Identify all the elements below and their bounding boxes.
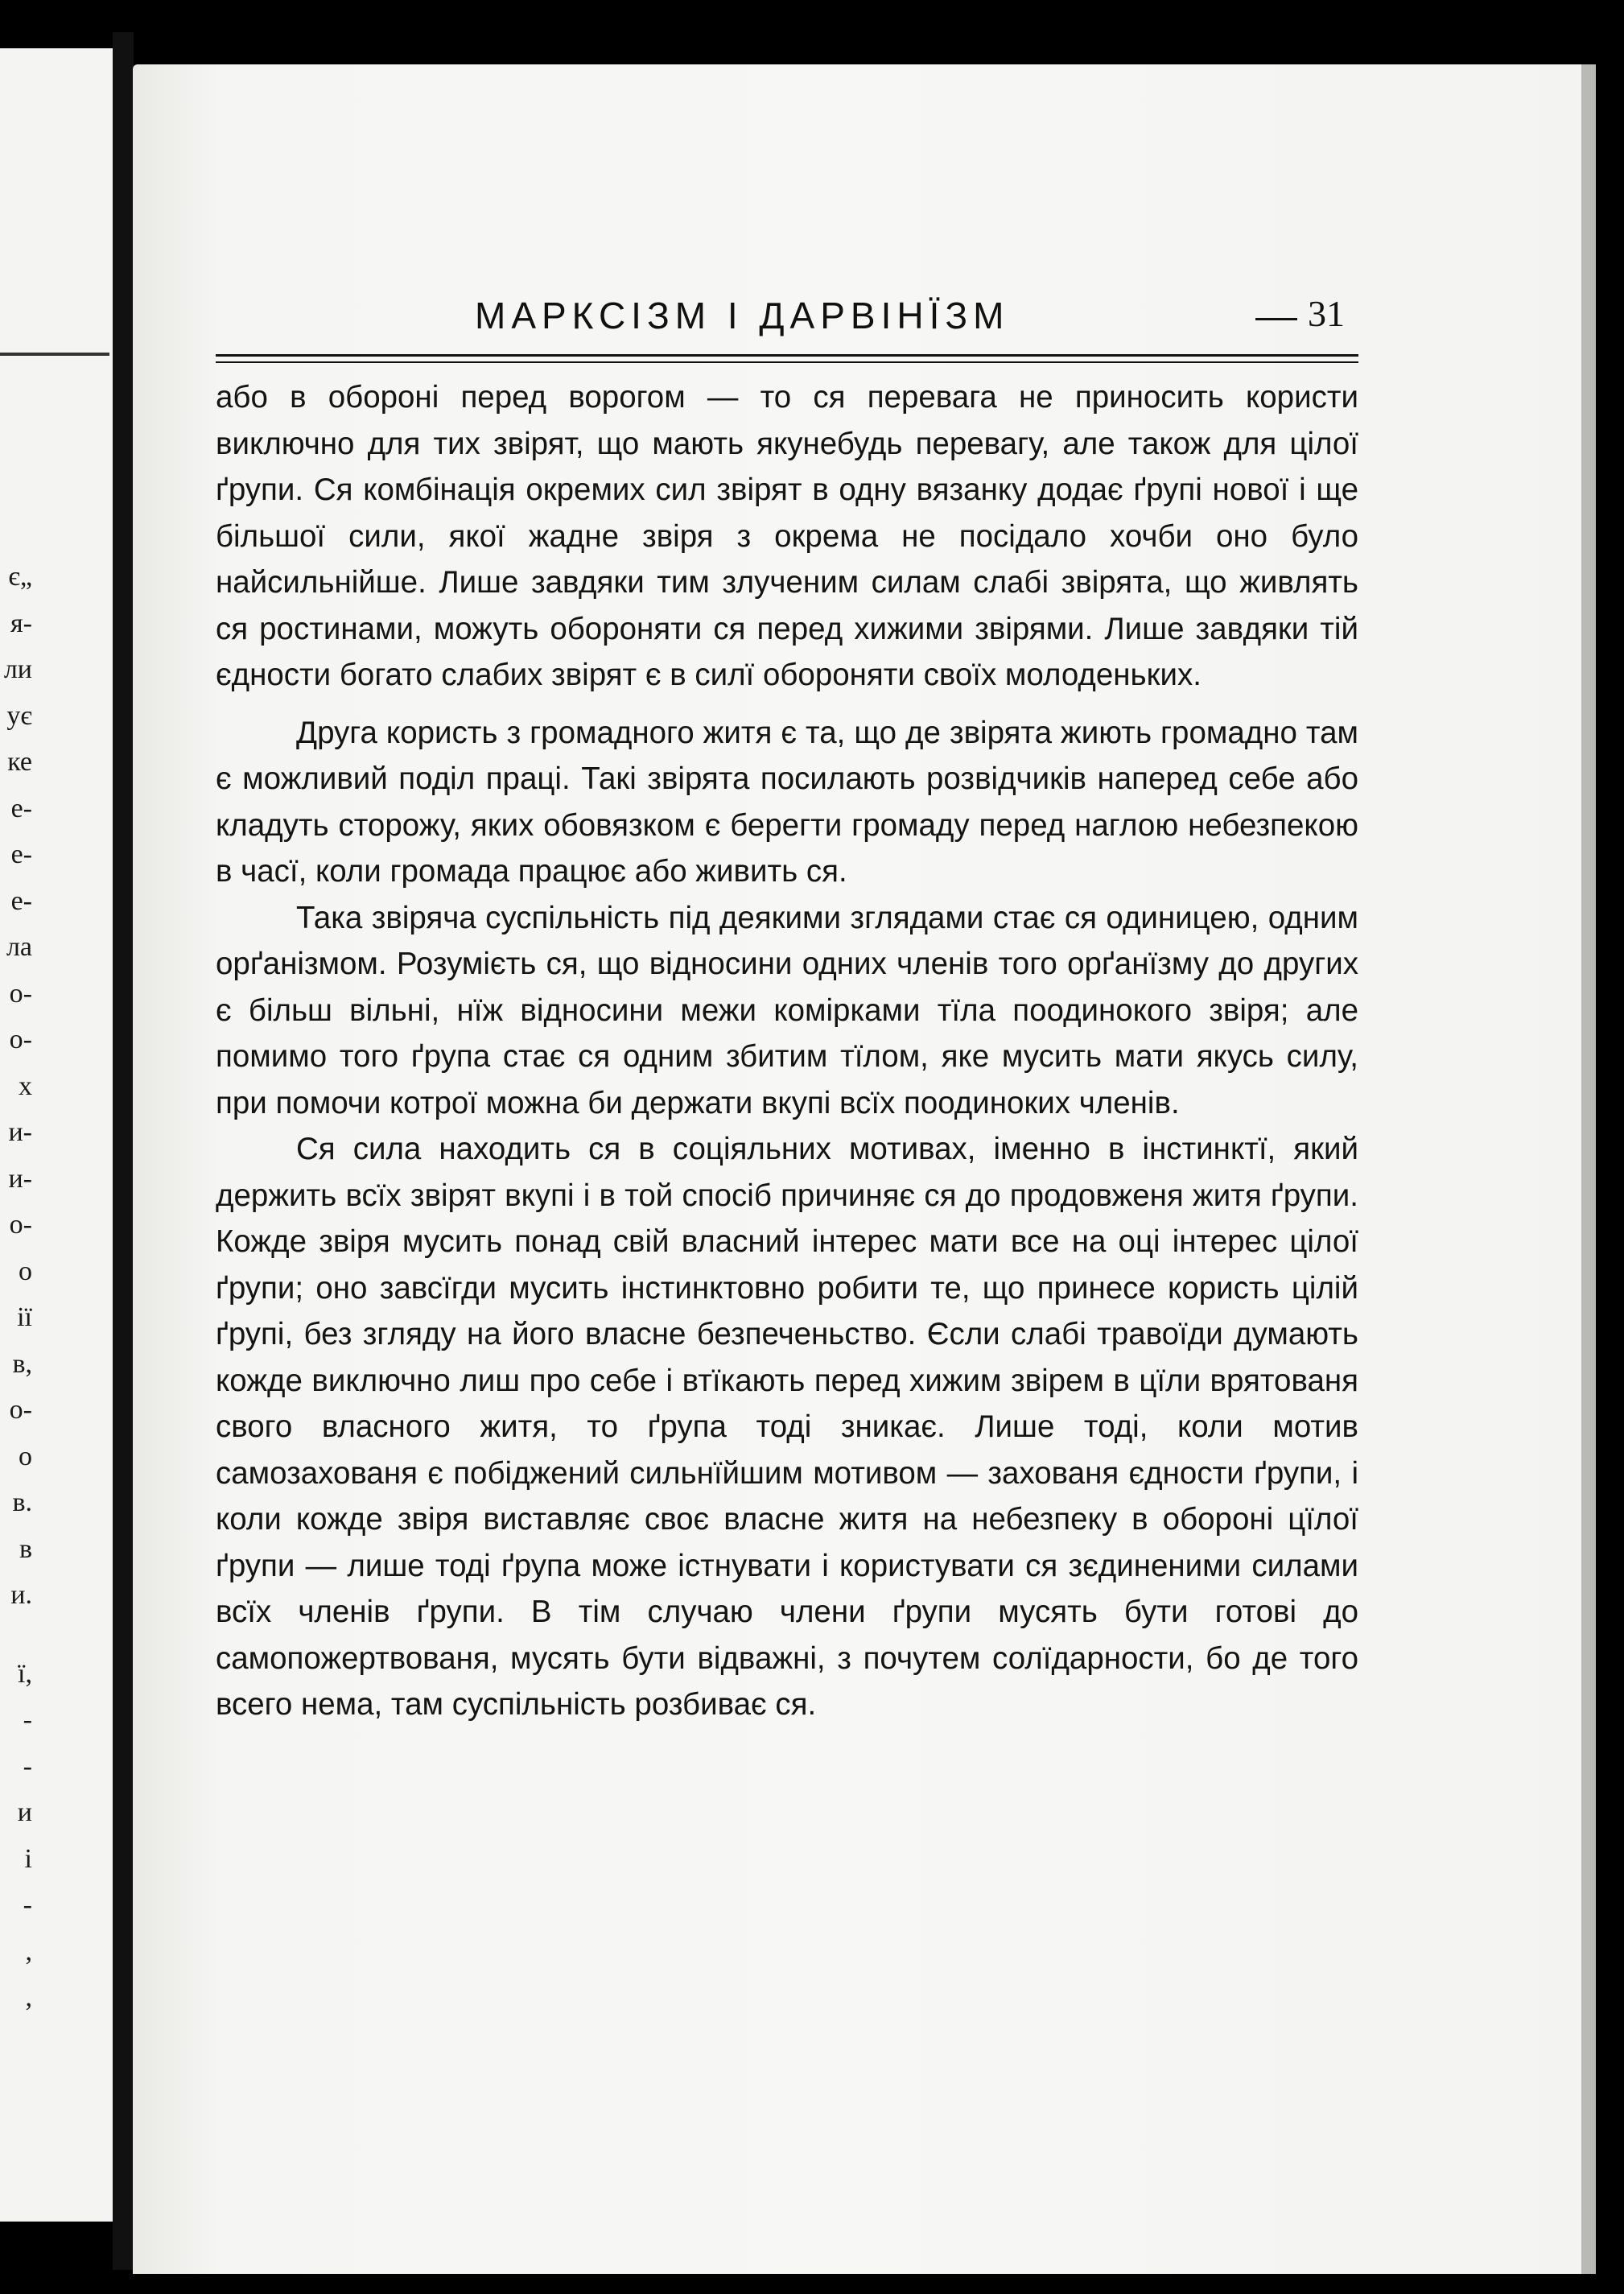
facing-page-fragment: о: [19, 1256, 32, 1286]
facing-page-fragment: -: [23, 1705, 32, 1735]
facing-page-fragment: и-: [8, 1117, 32, 1147]
facing-page-fragment: ії: [17, 1302, 32, 1332]
facing-page-fragment: -: [23, 1751, 32, 1781]
page-edge: [1581, 64, 1596, 2274]
facing-page-fragment: ке: [7, 747, 32, 777]
paragraph: Така звіряча суспільність під деякими зглядами стає ся одиницею, одним орґанізмом. Розумієть ся, що відносини одних членів того орґанїзму до других є більш вільні, нїж відносини межи комірками тїла поодинокого звіря; але помимо того ґрупа стає ся одним збитим тїлом, яке мусить мати якусь силу, при помочи котрої можна би держати вкупі всїх поодиноких членів.: [216, 900, 1358, 1120]
facing-page-fragment: в,: [12, 1348, 32, 1379]
facing-page-fragment: о-: [9, 1395, 32, 1425]
facing-page-fragment: є„: [8, 562, 32, 592]
facing-page-fragment: и: [17, 1797, 32, 1827]
facing-page-fragment: ли: [3, 654, 32, 684]
facing-page-fragment: в.: [12, 1487, 32, 1517]
facing-page-fragment: и-: [8, 1163, 32, 1194]
facing-page-fragment: і: [24, 1843, 32, 1874]
page-header: [346, 294, 1360, 350]
facing-page-fragment: ,: [25, 1982, 32, 2012]
facing-page: [0, 48, 117, 2222]
facing-page-fragment: -: [23, 1890, 32, 1920]
facing-page-fragment: о-: [9, 1210, 32, 1240]
facing-page-fragment: и.: [10, 1580, 32, 1610]
facing-page-fragment: е-: [10, 840, 32, 869]
body-text: [216, 374, 1358, 1728]
book-gutter: [113, 32, 134, 2270]
facing-page-fragment: в: [19, 1533, 32, 1564]
paragraph: Ся сила находить ся в соціяльних мотивах, іменно в інстинктї, який держить всїх звірят вкупі і в той спосіб причиняє ся до продовженя житя ґрупи. Кожде звіря мусить понад свій власний інтерес мати все на оці інтерес цілої ґрупи; оно завсїгди мусить інстинктовно робити те, що принесе користь цілій ґрупі, без згляду на його власне безпеченьство. Єсли слабі травоїди думають кожде виключно лиш про себе і втїкають перед хижим звірем в цїли врятованя свого власного житя, то ґрупа тоді зникає. Лише тоді, коли мотив самозахованя є побіджений сильнїйшим мотивом — захованя єдности ґрупи, і коли кожде звіря виставляє своє власне житя на небезпеку в обороні цїлої ґрупи — лише тоді ґрупа може істнувати і користувати ся зєдиненими силами всїх членів ґрупи. В тім случаю члени ґрупи мусять бути готові до самопожертвованя, мусять бути відважні, з почутем солїдарности, бо де того всего нема, там суспільність розбиває ся.: [216, 1132, 1358, 1722]
facing-page-fragment: о-: [9, 978, 32, 1009]
facing-page-fragment: ,: [25, 1936, 32, 1966]
facing-page-fragment: ї,: [18, 1658, 32, 1689]
facing-page-fragment: е-: [10, 885, 32, 916]
paragraph: Друга користь з громадного житя є та, що де звірята жиють громадно там є можливий поділ праці. Такі звірята посилають розвідчиків наперед себе або кладуть сторожу, яких обовязком є берегти громаду перед наглою небезпекою в часї, коли громада працює або живить ся.: [216, 715, 1358, 889]
facing-page-fragment: о-: [9, 1025, 32, 1054]
header-dash: [1255, 318, 1297, 320]
running-title: МАРКСІЗМ І ДАРВІНЇЗМ: [475, 295, 1010, 336]
facing-page-fragment: я-: [10, 608, 32, 638]
page-number: 31: [1308, 293, 1345, 334]
facing-page-fragment: о: [19, 1441, 32, 1471]
facing-page-fragment: х: [19, 1071, 32, 1101]
facing-page-fragment: ує: [6, 700, 32, 731]
facing-page-fragment: е-: [10, 793, 32, 823]
paragraph: або в обороні перед ворогом — то ся перевага не приносить користи виключно для тих звірят, що мають якунебудь перевагу, але також для цілої ґрупи. Ся комбінація окремих сил звірят в одну вязанку додає ґрупі нової і ще більшої сили, якої жадне звіря з окрема не посідало хочби оно було найсильнійше. Лише завдяки тим злученим силам слабі звірята, що живлять ся ростинами, можуть обороняти ся перед хижими звірями. Лише завдяки тій єдности богато слабих звірят є в силї обороняти своїх молоденьких.: [216, 380, 1358, 692]
header-rule: [216, 354, 1358, 363]
facing-page-fragment: ла: [6, 932, 32, 962]
facing-page-rule: [0, 353, 109, 356]
